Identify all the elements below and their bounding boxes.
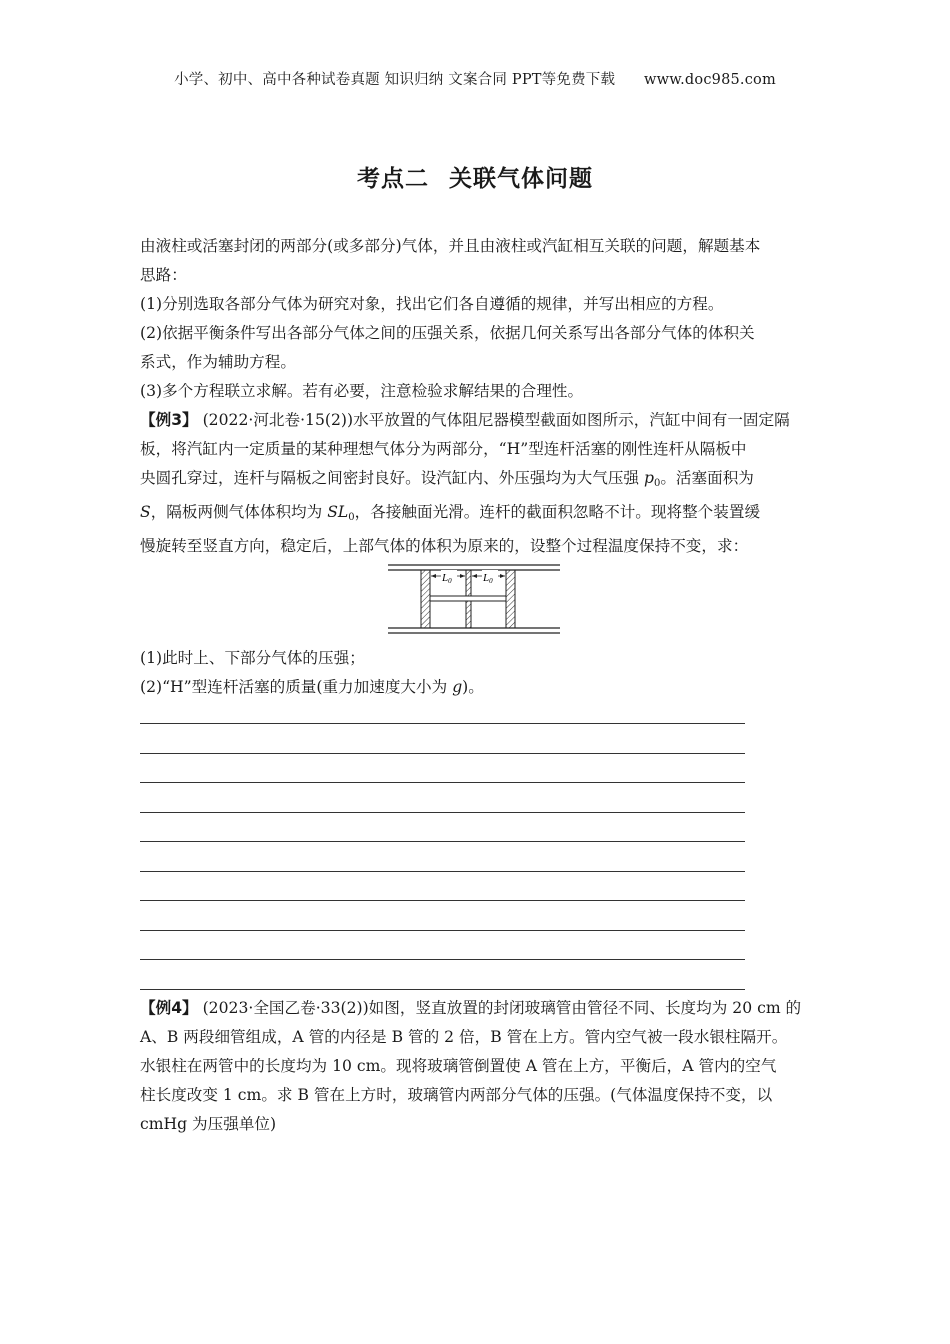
answer-line	[140, 782, 745, 783]
example4-line-5: cmHg 为压强单位)	[140, 1115, 277, 1133]
intro-step-3: (3)多个方程联立求解。若有必要，注意检验求解结果的合理性。	[140, 382, 584, 400]
answer-line	[140, 812, 745, 813]
example4-line-1: 【例4】 (2023·全国乙卷·33(2))如图，竖直放置的封闭玻璃管由管径不同、长度均为 20 cm 的	[140, 999, 802, 1017]
left-arrowhead-left	[431, 574, 436, 578]
example3-line-1: 【例3】 (2022·河北卷·15(2))水平放置的气体阻尼器模型截面如图所示，汽缸中间有一固定隔	[140, 411, 790, 429]
right-piston	[506, 570, 515, 628]
header-url[interactable]: www.doc985.com	[643, 72, 776, 88]
intro-line-1: 由液柱或活塞封闭的两部分(或多部分)气体，并且由液柱或汽缸相互关联的问题，解题基本	[140, 237, 761, 255]
answer-line	[140, 900, 745, 901]
answer-line	[140, 753, 745, 754]
right-arrowhead-right	[500, 574, 505, 578]
page-header	[0, 68, 950, 89]
answer-line	[140, 989, 745, 990]
sl0-symbol: SL	[327, 503, 349, 521]
answer-line	[140, 959, 745, 960]
example-3	[140, 406, 812, 561]
example3-questions	[140, 644, 812, 702]
intro-step-1: (1)分别选取各部分气体为研究对象，找出它们各自遵循的规律，并写出相应的方程。	[140, 295, 724, 313]
left-piston	[421, 570, 430, 628]
example-4	[140, 994, 812, 1139]
answer-area[interactable]	[140, 723, 745, 1018]
answer-line	[140, 723, 745, 724]
title-part2: 关联气体问题	[449, 166, 593, 192]
answer-line	[140, 871, 745, 872]
label-l0-right: L0	[483, 572, 493, 585]
damper-figure	[388, 562, 562, 638]
example3-line-3: 央圆孔穿过，连杆与隔板之间密封良好。设汽缸内、外压强均为大气压强 $p_0$。活塞面积为	[140, 469, 754, 489]
p0-symbol: p	[643, 469, 654, 487]
example3-line-2: 板，将汽缸内一定质量的某种理想气体分为两部分，“H”型连杆活塞的刚性连杆从隔板中	[140, 440, 747, 458]
g-symbol: g	[452, 678, 463, 696]
example3-line-4: S，隔板两侧气体体积均为 $SL_0$，各接触面光滑。连杆的截面积忽略不计。现将整个装置缓	[140, 503, 761, 523]
intro-step-2b: 系式，作为辅助方程。	[140, 353, 296, 371]
example3-line-5: 慢旋转至竖直方向，稳定后，上部气体的体积为原来的，设整个过程温度保持不变，求：	[140, 537, 749, 555]
s-symbol: S	[140, 503, 151, 521]
intro-line-2: 思路：	[140, 266, 187, 284]
header-text: 小学、初中、高中各种试卷真题 知识归纳 文案合同 PPT等免费下载	[174, 72, 616, 88]
example3-question-2: (2)“H”型连杆活塞的质量(重力加速度大小为 g)。	[140, 678, 484, 696]
example3-label: 【例3】	[140, 411, 198, 429]
intro-section	[140, 232, 812, 406]
example4-line-3: 水银柱在两管中的长度均为 10 cm。现将玻璃管倒置使 A 管在上方，平衡后，A 管内的空气	[140, 1057, 777, 1075]
answer-line	[140, 841, 745, 842]
connecting-rod	[430, 596, 506, 601]
right-arrowhead-left	[472, 574, 477, 578]
example3-question-1: (1)此时上、下部分气体的压强；	[140, 649, 365, 667]
example4-line-4: 柱长度改变 1 cm。求 B 管在上方时，玻璃管内两部分气体的压强。(气体温度保持不变，以	[140, 1086, 773, 1104]
left-arrowhead-right	[460, 574, 465, 578]
answer-line	[140, 930, 745, 931]
label-l0-left: L0	[442, 572, 452, 585]
section-title	[0, 160, 950, 193]
intro-step-2a: (2)依据平衡条件写出各部分气体之间的压强关系，依据几何关系写出各部分气体的体积关	[140, 324, 755, 342]
example4-label: 【例4】	[140, 999, 198, 1017]
title-part1: 考点二	[357, 166, 429, 192]
example4-line-2: A、B 两段细管组成，A 管的内径是 B 管的 2 倍，B 管在上方。管内空气被一段水银柱隔开。	[140, 1028, 788, 1046]
